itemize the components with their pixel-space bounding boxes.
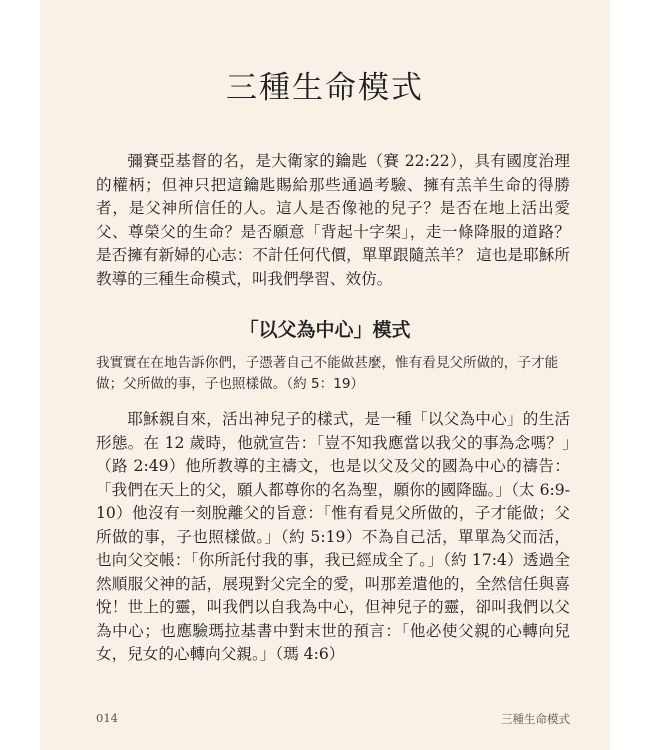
intro-paragraph: 彌賽亞基督的名，是大衛家的鑰匙（賽 22:22），具有國度治理的權柄；但神只把這鑰匙賜給那些通過考驗、擁有羔羊生命的得勝者，是父神所信任的人。這人是否像祂的兒子？是否在地上活出愛父、尊榮父的生命？是否願意「背起十字架」，走一條降服的道路？是否擁有新婦的心志：不計任何代價，單單跟隨羔羊？ 這也是耶穌所教導的三種生命模式，叫我們學習、效仿。 — [96, 152, 570, 288]
scripture-quote: 我實實在在地告訴你們，子憑著自己不能做甚麼，惟有看見父所做的，子才能做；父所做的事，子也照樣做。（約 5：19） — [96, 355, 559, 392]
main-paragraph: 耶穌親自來，活出神兒子的樣式，是一種「以父為中心」的生活形態。在 12 歲時，他就宣告：「豈不知我應當以我父的事為念嗎？」（路 2:49）他所教導的主禱文，也是以父及父的國為中心的禱告：「我們在天上的父，願人都尊你的名為聖，願你的國降臨。」（太 6:9-10）他沒有一刻脫離父的旨意：「惟有看見父所做的，子才能做；父所做的事，子也照樣做。」（約 5:19）不為自己活，單單為父而活，也向父交帳：「你所託付我的事，我已經成全了。」（約 17:4）透過全然順服父神的話，展現對父完全的愛，叫那差遣他的，全然信任與喜悅！世上的靈，叫我們以自我為中心，但神兒子的靈，卻叫我們以父為中心；也應驗瑪拉基書中對末世的預言：「他必使父親的心轉向兒女，兒女的心轉向父親。」（瑪 4:6） — [96, 410, 570, 663]
chapter-title: 三種生命模式 — [226, 70, 424, 106]
page-number: 014 — [96, 711, 118, 725]
running-title: 三種生命模式 — [501, 712, 570, 726]
page-footer — [96, 711, 570, 727]
section-heading: 「以父為中心」模式 — [239, 319, 411, 341]
book-page — [40, 0, 610, 750]
